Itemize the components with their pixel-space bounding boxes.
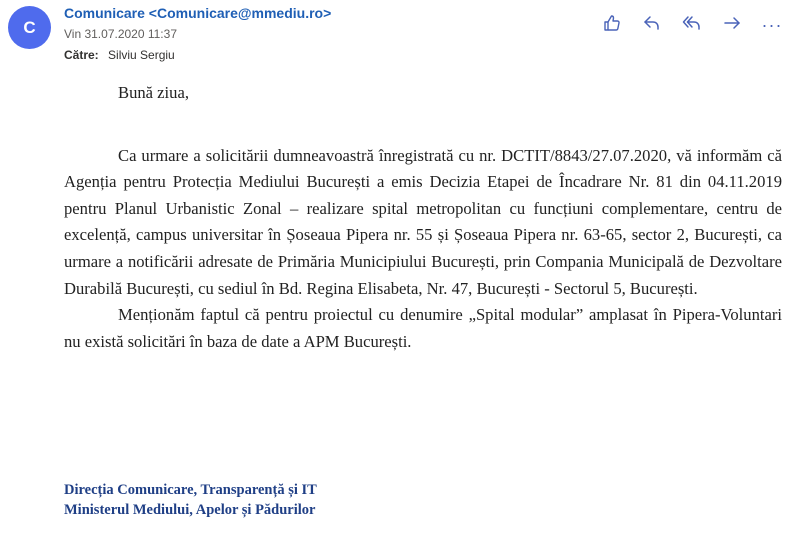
message-date: Vin 31.07.2020 11:37 bbox=[64, 27, 177, 41]
signature-department: Direcția Comunicare, Transparență și IT bbox=[64, 482, 317, 498]
signature bbox=[64, 480, 317, 520]
more-actions-button[interactable] bbox=[754, 11, 790, 39]
recipient-line bbox=[64, 48, 175, 62]
forward-button[interactable] bbox=[714, 11, 750, 39]
recipient-name[interactable]: Silviu Sergiu bbox=[108, 48, 175, 62]
signature-ministry: Ministerul Mediului, Apelor și Pădurilor bbox=[64, 502, 316, 518]
message-body bbox=[64, 80, 782, 355]
message-actions bbox=[594, 12, 790, 38]
more-icon: ··· bbox=[761, 15, 783, 35]
message-header bbox=[0, 0, 800, 72]
avatar[interactable]: C bbox=[8, 6, 51, 49]
like-button[interactable] bbox=[594, 11, 630, 39]
body-paragraph-2: Menționăm faptul că pentru proiectul cu denumire „Spital modular” amplasat în Pipera-Voluntari nu există solicitări în baza de date a APM București. bbox=[64, 305, 782, 351]
reply-icon bbox=[642, 13, 662, 38]
greeting: Bună ziua, bbox=[118, 83, 189, 102]
body-paragraph-1: Ca urmare a solicitării dumneavoastră înregistrată cu nr. DCTIT/8843/27.07.2020, vă informăm că Agenția pentru Protecția Mediului București a emis Decizia Etapei de Încadrare Nr. 81 din 04.11.2019 pentru Planul Urbanistic Zonal – realizare spital metropolitan cu funcțiuni complementare, centru de excelență, campus universitar în Șoseaua Pipera nr. 55 și Șoseaua Pipera nr. 63-65, sector 2, București, ca urmare a notificării adresate de Primăria Municipiului București, prin Compania Municipală de Dezvoltare Durabilă București, cu sediul în Bd. Regina Elisabeta, Nr. 47, București - Sectorul 5, București. bbox=[64, 145, 782, 298]
to-label: Către: bbox=[64, 48, 99, 62]
forward-icon bbox=[722, 13, 742, 38]
like-icon bbox=[602, 13, 622, 38]
sender-name[interactable]: Comunicare <Comunicare@mmediu.ro> bbox=[64, 5, 332, 21]
reply-button[interactable] bbox=[634, 11, 670, 39]
reply-all-icon bbox=[682, 13, 702, 38]
reply-all-button[interactable] bbox=[674, 11, 710, 39]
